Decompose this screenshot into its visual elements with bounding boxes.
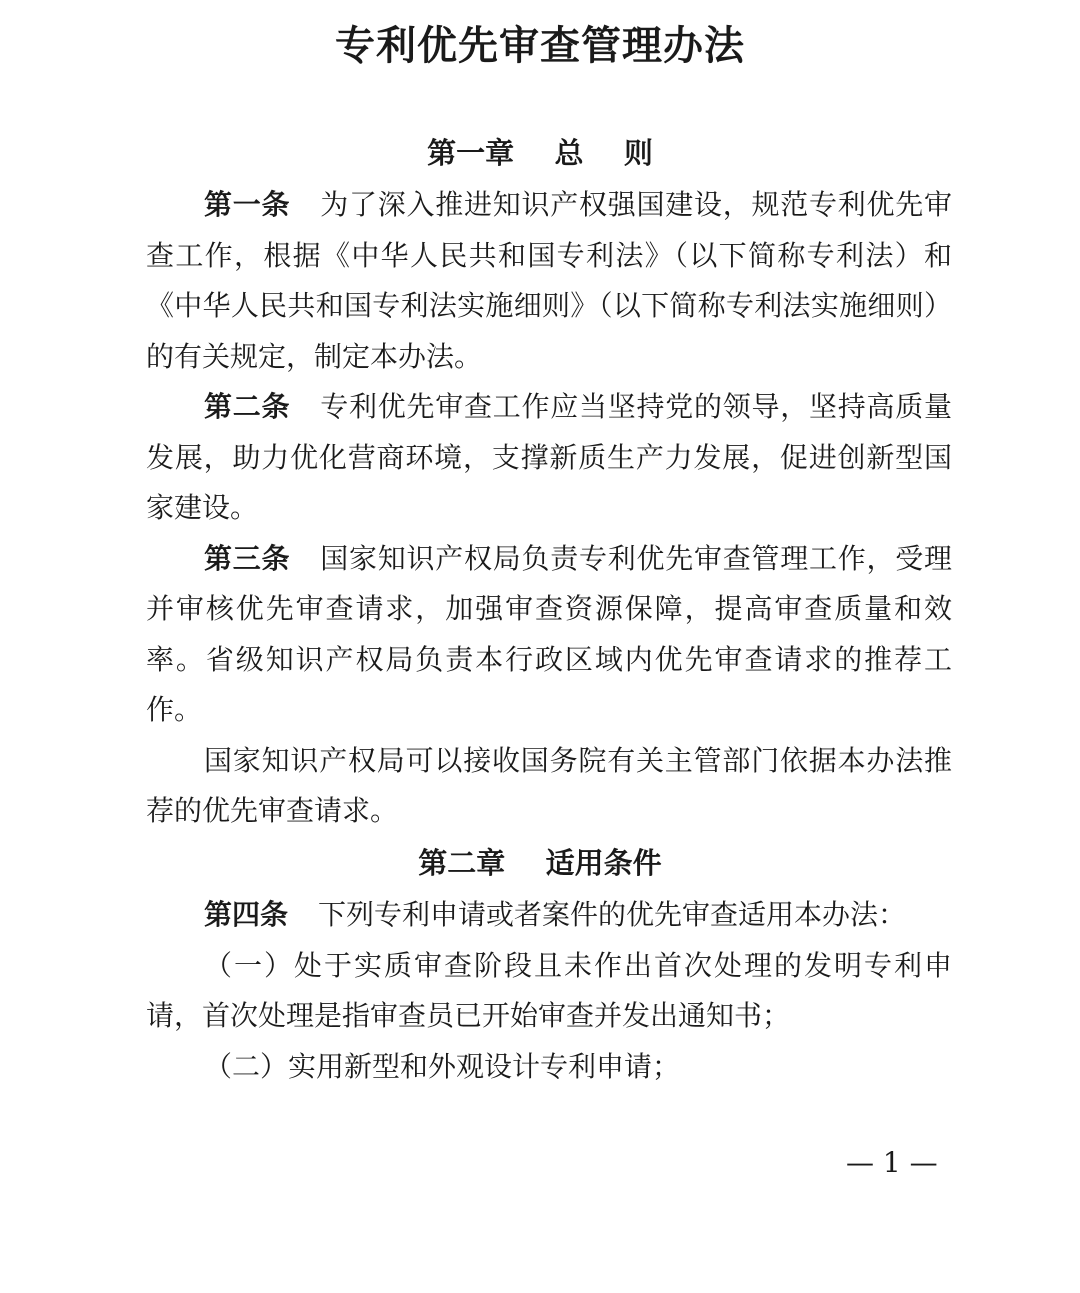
chapter-heading-1: 第一章 总 则 bbox=[427, 136, 653, 170]
article-label: 第一条 bbox=[204, 188, 291, 221]
article-text: 专利优先审查工作应当坚持党的领导，坚持高质量发展，助力优化营商环境，支撑新质生产力发展，促进创新型国家建设。 bbox=[146, 390, 952, 524]
article-label: 第四条 bbox=[204, 898, 289, 931]
article-2 bbox=[146, 382, 952, 534]
chapter-2-body bbox=[146, 890, 952, 1092]
list-item-text: （二）实用新型和外观设计专利申请； bbox=[204, 1049, 681, 1083]
list-item-2 bbox=[146, 1042, 952, 1093]
paragraph-text: 国家知识产权局可以接收国务院有关主管部门依据本办法推荐的优先审查请求。 bbox=[146, 743, 952, 827]
article-label: 第二条 bbox=[204, 390, 291, 423]
article-text: 下列专利申请或者案件的优先审查适用本办法： bbox=[318, 898, 907, 931]
list-item-text: （一）处于实质审查阶段且未作出首次处理的发明专利申请，首次处理是指审查员已开始审查并发出通知书； bbox=[146, 948, 952, 1032]
article-label: 第三条 bbox=[204, 541, 291, 575]
article-4 bbox=[146, 890, 952, 941]
article-text: 国家知识产权局负责专利优先审查管理工作，受理并审核优先审查请求，加强审查资源保障，提高审查质量和效率。省级知识产权局负责本行政区域内优先审查请求的推荐工作。 bbox=[146, 541, 952, 726]
document-title: 专利优先审查管理办法 bbox=[335, 22, 745, 69]
article-1 bbox=[146, 180, 952, 382]
page-number: — 1 — bbox=[846, 1146, 938, 1179]
chapter-1-body bbox=[146, 180, 952, 837]
article-3-paragraph-2 bbox=[146, 736, 952, 837]
list-item-1 bbox=[146, 941, 952, 1042]
article-text: 为了深入推进知识产权强国建设，规范专利优先审查工作，根据《中华人民共和国专利法》（以下简称专利法）和《中华人民共和国专利法实施细则》（以下简称专利法实施细则）的有关规定，制定本办法。 bbox=[146, 188, 952, 373]
chapter-heading-2: 第二章 适用条件 bbox=[418, 846, 662, 880]
article-3 bbox=[146, 534, 952, 736]
